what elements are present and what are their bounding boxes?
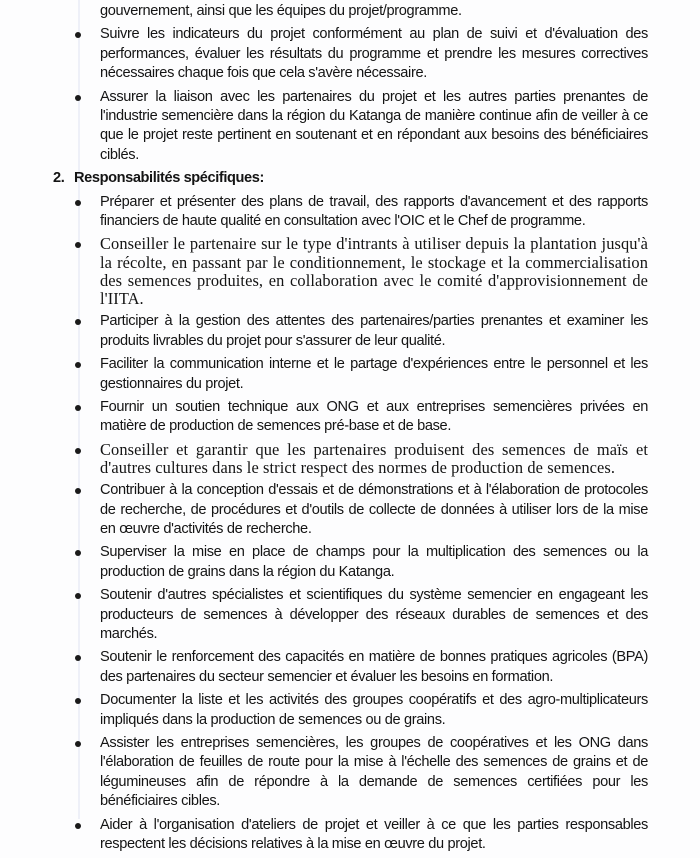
bullet-icon — [75, 488, 81, 494]
list-item — [0, 816, 648, 855]
bullet-icon — [75, 242, 81, 248]
list-item — [0, 193, 648, 232]
list-item-text: Aider à l'organisation d'ateliers de projet et veiller à ce que les parties responsables respectent les décisions relatives à la mise en œuvre du projet. — [100, 816, 648, 853]
bullet-icon — [75, 95, 81, 101]
list-item-text: Suivre les indicateurs du projet conformément au plan de suivi et d'évaluation des performances, évaluer les résultats du programme et prendre les mesures correctives nécessaires chaque fois que cela s'avère nécessaire. — [100, 26, 648, 82]
list-item — [0, 25, 648, 83]
bullet-icon — [75, 448, 81, 454]
list-item — [0, 734, 648, 812]
list-item-text: Superviser la mise en place de champs pour la multiplication des semences ou la production de grains dans la région du Katanga. — [100, 544, 648, 580]
list-item — [0, 481, 648, 539]
section-number: 2. — [53, 170, 65, 187]
list-item — [0, 88, 648, 166]
bullet-icon — [75, 200, 81, 206]
list-item-text: Participer à la gestion des attentes des partenaires/parties prenantes et examiner les produits livrables du projet pour s'assurer de leur qualité. — [100, 313, 648, 349]
intro-continuation: gouvernement, ainsi que les équipes du projet/programme. — [100, 3, 462, 19]
bullet-icon — [75, 32, 81, 38]
section-heading — [0, 169, 700, 188]
list-item-text: Contribuer à la conception d'essais et de démonstrations et à l'élaboration de protocoles de recherche, de procédures et d'outils de collecte de données à utiliser lors de la mise en œuvre d'activités de recherche. — [100, 482, 648, 537]
list-item — [0, 691, 648, 730]
bullet-icon — [75, 550, 81, 556]
list-item-text: Faciliter la communication interne et le partage d'expériences entre le personnel et les gestionnaires du projet. — [100, 356, 648, 392]
bullet-icon — [75, 741, 81, 747]
bullet-icon — [75, 823, 81, 829]
list-item — [0, 235, 648, 308]
list-item-text: Assister les entreprises semencières, les groupes de coopératives et les ONG dans l'élaboration de feuilles de route pour la mise à l'échelle des semences de grains et de légumineuses afin de répondre à la demande de semences certifiées pour les bénéficiaires cibles. — [100, 735, 648, 810]
bullet-icon — [75, 698, 81, 704]
bullet-icon — [75, 319, 81, 325]
list-item-text: Préparer et présenter des plans de travail, des rapports d'avancement et des rapports financiers de haute qualité en consultation avec l'OIC et le Chef de programme. — [100, 193, 648, 230]
list-item-text: Soutenir d'autres spécialistes et scientifiques du système semencier en engageant les producteurs de semences à développer des réseaux durables de semences et des marchés. — [100, 587, 648, 642]
list-item-text: Documenter la liste et les activités des groupes coopératifs et des agro-multiplicateurs impliqués dans la production de semences ou de grains. — [100, 692, 648, 728]
list-item-text: Fournir un soutien technique aux ONG et aux entreprises semencières privées en matière de production de semences pré-base et de base. — [100, 398, 648, 435]
list-item-text: Conseiller et garantir que les partenaires produisent des semences de maïs et d'autres cultures dans le strict respect des normes de production de semences. — [100, 439, 648, 477]
bullet-icon — [75, 655, 81, 661]
bullet-icon — [75, 405, 81, 411]
list-item-text: Conseiller le partenaire sur le type d'intrants à utiliser depuis la plantation jusqu'à la récolte, en passant par le conditionnement, le stockage et la commercialisation des semences produites, en collaboration avec le comité d'approvisionnement de l'IITA. — [100, 234, 648, 309]
list-item — [0, 441, 648, 477]
bullet-icon — [75, 593, 81, 599]
list-item — [0, 398, 648, 437]
list-item — [0, 355, 648, 394]
bullet-icon — [75, 362, 81, 368]
list-item-text: Soutenir le renforcement des capacités en matière de bonnes pratiques agricoles (BPA) des partenaires du secteur semencier et évaluer les besoins en formation. — [100, 649, 648, 685]
list-item — [0, 312, 648, 351]
list-item — [0, 543, 648, 582]
section-title: Responsabilités spécifiques: — [74, 170, 264, 187]
list-item — [0, 648, 648, 687]
list-item — [0, 586, 648, 644]
list-item-text: Assurer la liaison avec les partenaires du projet et les autres parties prenantes de l'industrie semencière dans la région du Katanga de manière continue afin de veiller à ce que le projet reste pertinent en soutenant et en répondant aux besoins des bénéficiaires ciblés. — [100, 88, 648, 163]
